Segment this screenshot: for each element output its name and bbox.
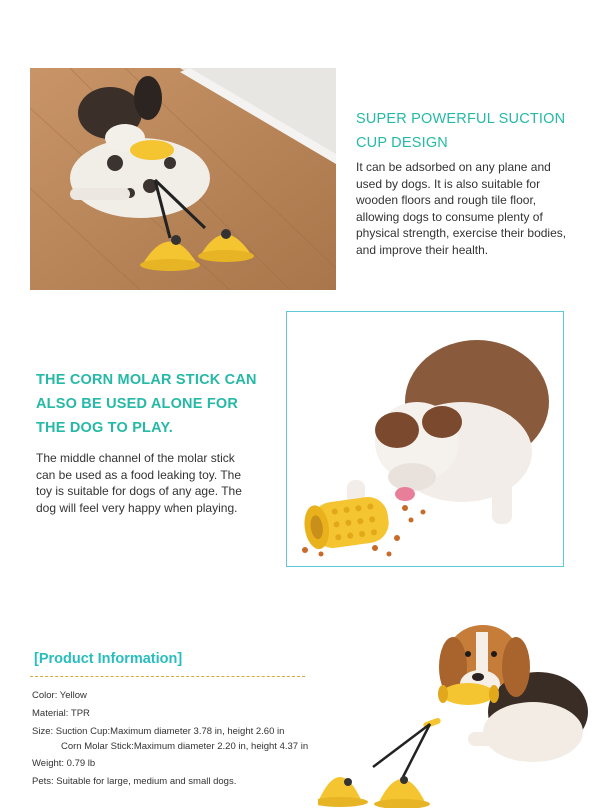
section1-heading-line1: SUPER POWERFUL SUCTION	[356, 111, 566, 127]
corn-stick-photo	[286, 311, 564, 567]
beagle-photo	[318, 612, 600, 808]
section2-text	[36, 368, 276, 516]
spec-weight: Weight: 0.79 lb	[32, 758, 96, 769]
spec-color: Color: Yellow	[32, 690, 87, 701]
corn-stick-illustration	[287, 312, 563, 566]
section1-body-line: allowing dogs to consume plenty of	[356, 209, 543, 224]
spec-size-corn-stick: Corn Molar Stick:Maximum diameter 2.20 in, height 4.37 in	[61, 741, 309, 752]
section1-body-line: It can be adsorbed on any plane and	[356, 160, 551, 174]
spec-size-suction-cup: Size: Suction Cup:Maximum diameter 3.78 in, height 2.60 in	[32, 726, 285, 737]
product-info-title: [Product Information]	[34, 651, 183, 667]
section2-body-line: dog will feel very happy when playing.	[36, 500, 238, 515]
section2-heading-line: THE DOG TO PLAY.	[36, 420, 173, 436]
product-info-title-wrap	[34, 651, 182, 667]
section2-heading-line: THE CORN MOLAR STICK CAN	[36, 372, 257, 388]
section2-heading-line: ALSO BE USED ALONE FOR	[36, 396, 239, 412]
suction-cup-illustration	[30, 68, 336, 290]
section1-body-line: physical strength, exercise their bodies,	[356, 226, 567, 240]
beagle-illustration	[318, 612, 600, 808]
section2-body	[36, 450, 276, 516]
section1-body-line: wooden floors and rough tile floor,	[356, 193, 537, 207]
section1-body-line: used by dogs. It is also suitable for	[356, 176, 541, 191]
section2-heading	[36, 368, 276, 440]
section1-body-line: and improve their health.	[356, 242, 489, 257]
section1-heading	[356, 107, 596, 155]
product-info-divider	[30, 676, 305, 677]
section2-body-line: can be used as a food leaking toy. The	[36, 467, 242, 482]
section1-heading-line2: CUP DESIGN	[356, 135, 448, 151]
section2-body-line: The middle channel of the molar stick	[36, 451, 235, 465]
section2-body-line: toy is suitable for dogs of any age. The	[36, 484, 242, 498]
spec-pets: Pets: Suitable for large, medium and small dogs.	[32, 776, 237, 787]
suction-cup-photo	[30, 68, 336, 290]
section1-text	[356, 107, 596, 258]
section1-body	[356, 159, 596, 258]
spec-material: Material: TPR	[32, 708, 90, 719]
